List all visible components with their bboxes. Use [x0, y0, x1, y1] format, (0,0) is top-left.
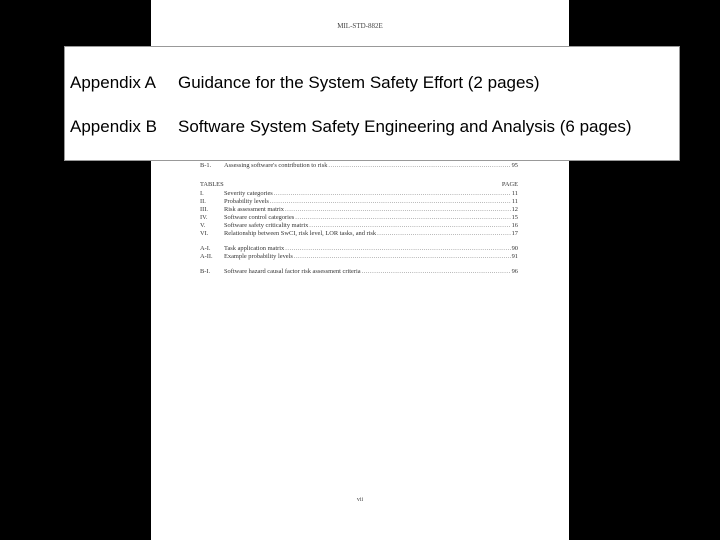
table-row: VI. Relationship between SwCI, risk level, LOR tasks, and risk ..... 17: [200, 230, 518, 238]
table-row: A-I. Task application matrix ..... 90: [200, 245, 518, 253]
table-row: III. Risk assessment matrix ..... 12: [200, 206, 518, 214]
document-header: MIL-STD-882E: [337, 22, 383, 30]
tables-list: [200, 181, 518, 276]
appendix-a-line: [70, 73, 540, 93]
table-row: A-II. Example probability levels ..... 91: [200, 253, 518, 261]
table-row: II. Probability levels ..... 11: [200, 198, 518, 206]
page-heading: PAGE: [501, 181, 518, 188]
appendix-a-label: Appendix A: [70, 73, 157, 92]
table-row: V. Software safety criticality matrix ..... 16: [200, 222, 518, 230]
list-item: B-1. Assessing software's contribution to risk ..... 95: [200, 162, 518, 170]
appendix-a-text: Guidance for the System Safety Effort (2 pages): [178, 73, 540, 92]
table-row: IV. Software control categories ..... 15: [200, 214, 518, 222]
page-number: vii: [356, 497, 364, 503]
appendix-b-text: Software System Safety Engineering and Analysis (6 pages): [178, 117, 632, 136]
table-row: I. Severity categories ..... 11: [200, 190, 518, 198]
table-row: B-I. Software hazard causal factor risk assessment criteria ..... 96: [200, 268, 518, 276]
tables-heading-row: [200, 181, 518, 190]
appendix-b-label: Appendix B: [70, 117, 157, 136]
appendix-b-line: [70, 117, 632, 137]
appendix-overlay-box: [64, 46, 680, 161]
tables-heading: TABLES: [200, 181, 224, 188]
figure-list-partial: [200, 162, 518, 170]
